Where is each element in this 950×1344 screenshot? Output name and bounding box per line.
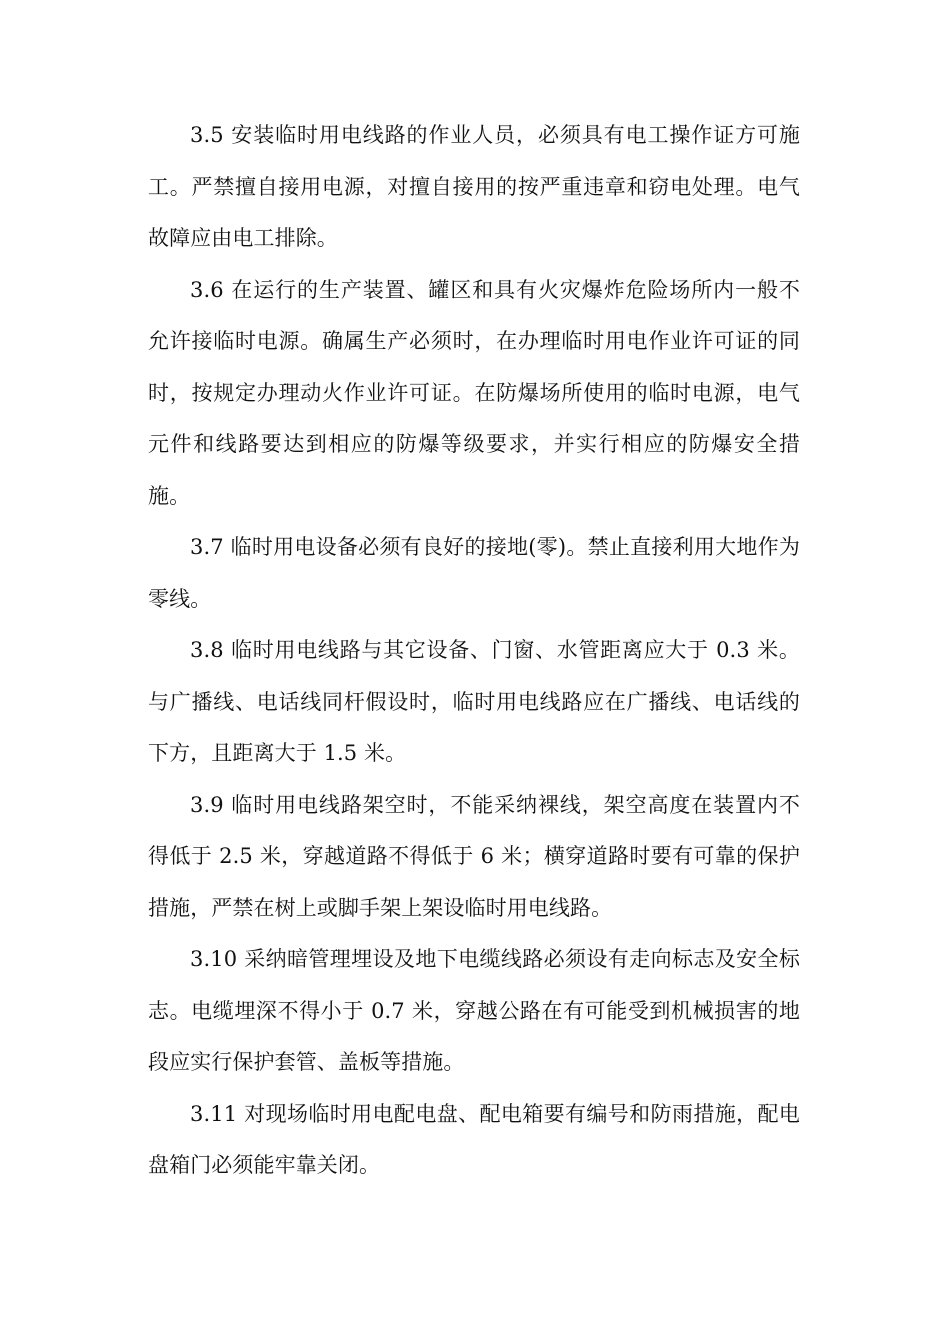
paragraph-3-10 (148, 934, 800, 1089)
paragraph-number: 3.9 (190, 792, 224, 817)
paragraph-number: 3.7 (190, 535, 224, 559)
paragraph-3-5 (148, 110, 800, 265)
document-body (148, 110, 800, 1192)
paragraph-3-9 (148, 780, 800, 935)
paragraph-number: 3.5 (190, 123, 224, 147)
paragraph-3-7 (148, 522, 800, 625)
paragraph-3-6 (148, 265, 800, 523)
paragraph-text: 临时用电线路架空时，不能采纳裸线，架空高度在装置内不得低于 2.5 米，穿越道路不得低于 6 米；横穿道路时要有可靠的保护措施，严禁在树上或脚手架上架设临时用电线路。 (148, 792, 800, 920)
paragraph-text: 采纳暗管理埋设及地下电缆线路必须设有走向标志及安全标志。电缆埋深不得小于 0.7 米，穿越公路在有可能受到机械损害的地段应实行保护套管、盖板等措施。 (148, 947, 800, 1074)
paragraph-number: 3.10 (190, 947, 238, 971)
paragraph-text: 临时用电设备必须有良好的接地(零)。禁止直接利用大地作为零线。 (148, 535, 800, 611)
paragraph-text: 对现场临时用电配电盘、配电箱要有编号和防雨措施，配电盘箱门必须能牢靠关闭。 (148, 1101, 800, 1177)
paragraph-3-11 (148, 1089, 800, 1192)
paragraph-number: 3.11 (190, 1101, 238, 1126)
paragraph-number: 3.6 (190, 277, 224, 302)
paragraph-text: 安装临时用电线路的作业人员，必须具有电工操作证方可施工。严禁擅自接用电源，对擅自接用的按严重违章和窃电处理。电气故障应由电工排除。 (148, 123, 800, 250)
paragraph-number: 3.8 (190, 638, 224, 662)
paragraph-text: 在运行的生产装置、罐区和具有火灾爆炸危险场所内一般不允许接临时电源。确属生产必须时，在办理临时用电作业许可证的同时，按规定办理动火作业许可证。在防爆场所使用的临时电源，电气元件和线路要达到相应的防爆等级要求，并实行相应的防爆安全措施。 (148, 277, 800, 508)
paragraph-3-8 (148, 625, 800, 780)
paragraph-text: 临时用电线路与其它设备、门窗、水管距离应大于 0.3 米。与广播线、电话线同杆假设时，临时用电线路应在广播线、电话线的下方，且距离大于 1.5 米。 (148, 638, 800, 765)
